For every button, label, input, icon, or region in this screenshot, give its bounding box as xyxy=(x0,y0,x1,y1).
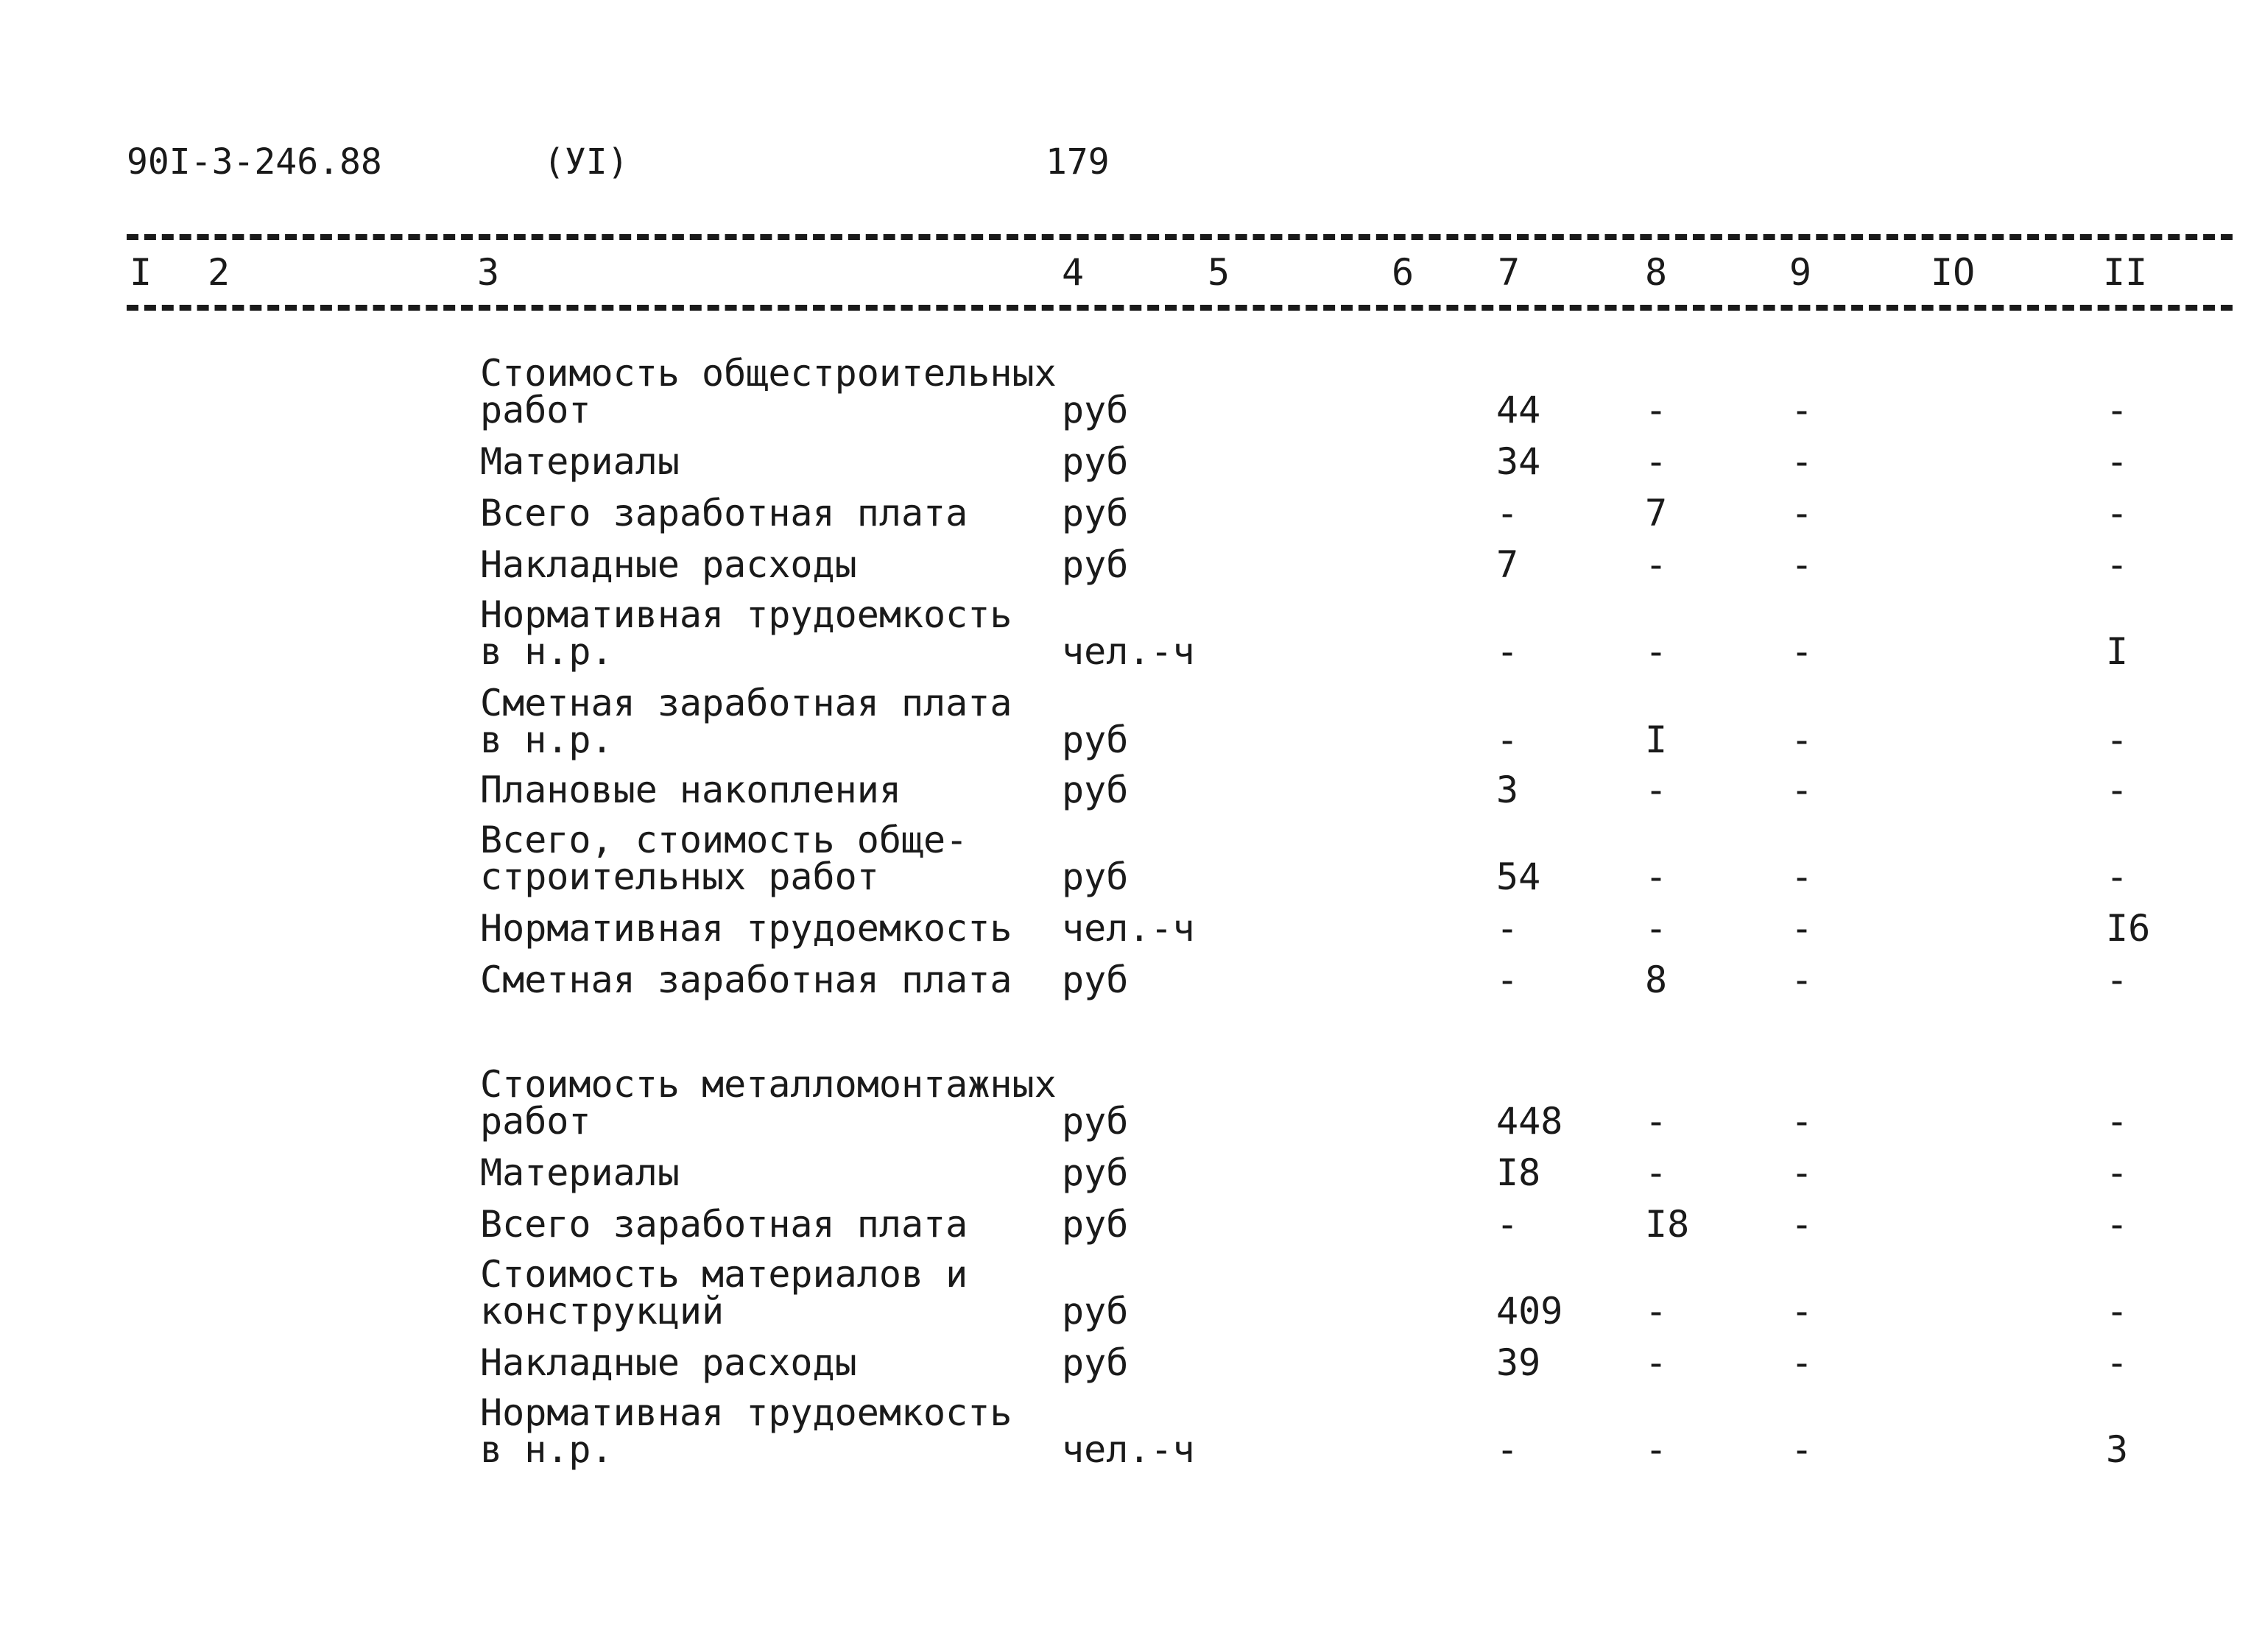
row-description: Стоимость общестроительных работ xyxy=(480,352,1057,431)
row-col11-value: - xyxy=(2106,1100,2129,1143)
row-col8-value: - xyxy=(1645,1100,1668,1143)
row-description: Сметная заработная плата в н.р. xyxy=(480,682,1012,761)
column-header: 9 xyxy=(1789,251,1812,294)
row-unit: чел.-ч xyxy=(1062,630,1195,673)
row-col8-value: I8 xyxy=(1645,1203,1690,1246)
row-unit: руб xyxy=(1062,719,1129,761)
row-col7-value: - xyxy=(1496,959,1519,1001)
column-header: 7 xyxy=(1498,251,1521,294)
row-description: Стоимость металломонтажных работ xyxy=(480,1063,1057,1143)
row-unit: руб xyxy=(1062,543,1129,586)
row-unit: руб xyxy=(1062,1290,1129,1332)
row-unit: руб xyxy=(1062,1203,1129,1246)
row-description: Всего заработная плата xyxy=(480,1203,968,1246)
row-col8-value: - xyxy=(1645,769,1668,811)
row-col7-value: - xyxy=(1496,1203,1519,1246)
row-col9-value: - xyxy=(1791,440,1814,483)
section-marker: (УI) xyxy=(543,141,629,183)
row-description: Стоимость материалов и конструкций xyxy=(480,1253,968,1332)
row-col8-value: I xyxy=(1645,719,1668,761)
column-header: I xyxy=(130,251,152,294)
row-col7-value: 409 xyxy=(1496,1290,1563,1332)
row-col7-value: - xyxy=(1496,1428,1519,1471)
row-col8-value: - xyxy=(1645,440,1668,483)
row-col9-value: - xyxy=(1791,492,1814,534)
row-col9-value: - xyxy=(1791,959,1814,1001)
row-col9-value: - xyxy=(1791,1151,1814,1194)
column-header: 8 xyxy=(1645,251,1668,294)
row-description: Материалы xyxy=(480,1151,680,1194)
row-col9-value: - xyxy=(1791,1428,1814,1471)
row-col7-value: I8 xyxy=(1496,1151,1541,1194)
row-col11-value: - xyxy=(2106,719,2129,761)
row-col8-value: - xyxy=(1645,1290,1668,1332)
row-col9-value: - xyxy=(1791,630,1814,673)
row-col8-value: - xyxy=(1645,1151,1668,1194)
row-col11-value: - xyxy=(2106,389,2129,431)
row-description: Нормативная трудоемкость xyxy=(480,907,1012,950)
row-col8-value: - xyxy=(1645,855,1668,898)
row-col11-value: - xyxy=(2106,1290,2129,1332)
row-col9-value: - xyxy=(1791,1290,1814,1332)
document-code: 90I-3-246.88 xyxy=(127,141,382,183)
row-unit: руб xyxy=(1062,389,1129,431)
row-col9-value: - xyxy=(1791,543,1814,586)
row-col9-value: - xyxy=(1791,1203,1814,1246)
row-col7-value: - xyxy=(1496,719,1519,761)
column-header: IO xyxy=(1931,251,1976,294)
row-col11-value: 3 xyxy=(2106,1428,2129,1471)
column-header: 5 xyxy=(1208,251,1230,294)
column-header: 2 xyxy=(208,251,230,294)
row-col9-value: - xyxy=(1791,907,1814,950)
row-unit: чел.-ч xyxy=(1062,1428,1195,1471)
row-col9-value: - xyxy=(1791,855,1814,898)
row-unit: руб xyxy=(1062,1151,1129,1194)
row-unit: руб xyxy=(1062,440,1129,483)
row-description: Сметная заработная плата xyxy=(480,959,1012,1001)
row-description: Материалы xyxy=(480,440,680,483)
row-col11-value: - xyxy=(2106,1151,2129,1194)
row-unit: руб xyxy=(1062,1341,1129,1384)
row-col9-value: - xyxy=(1791,389,1814,431)
row-unit: руб xyxy=(1062,1100,1129,1143)
row-col7-value: 7 xyxy=(1496,543,1519,586)
row-col11-value: - xyxy=(2106,769,2129,811)
row-col11-value: - xyxy=(2106,855,2129,898)
row-description: Всего, стоимость обще- строительных работ xyxy=(480,819,968,898)
column-header: 3 xyxy=(477,251,500,294)
row-description: Нормативная трудоемкость в н.р. xyxy=(480,593,1012,673)
row-description: Всего заработная плата xyxy=(480,492,968,534)
row-col7-value: 448 xyxy=(1496,1100,1563,1143)
row-col7-value: - xyxy=(1496,630,1519,673)
row-unit: руб xyxy=(1062,959,1129,1001)
row-col11-value: - xyxy=(2106,492,2129,534)
row-description: Накладные расходы xyxy=(480,1341,857,1384)
row-col7-value: - xyxy=(1496,907,1519,950)
row-col11-value: - xyxy=(2106,440,2129,483)
row-col11-value: - xyxy=(2106,543,2129,586)
column-header: 4 xyxy=(1062,251,1085,294)
row-col8-value: 7 xyxy=(1645,492,1668,534)
row-unit: руб xyxy=(1062,492,1129,534)
row-col9-value: - xyxy=(1791,719,1814,761)
row-col7-value: 39 xyxy=(1496,1341,1541,1384)
row-description: Нормативная трудоемкость в н.р. xyxy=(480,1391,1012,1471)
row-col8-value: - xyxy=(1645,630,1668,673)
row-unit: руб xyxy=(1062,769,1129,811)
row-col7-value: 34 xyxy=(1496,440,1541,483)
row-col9-value: - xyxy=(1791,769,1814,811)
row-unit: руб xyxy=(1062,855,1129,898)
row-col9-value: - xyxy=(1791,1341,1814,1384)
row-col8-value: - xyxy=(1645,543,1668,586)
table-header-bottom-dashed-rule xyxy=(127,305,2233,311)
row-col9-value: - xyxy=(1791,1100,1814,1143)
row-description: Накладные расходы xyxy=(480,543,857,586)
row-col8-value: 8 xyxy=(1645,959,1668,1001)
row-col7-value: - xyxy=(1496,492,1519,534)
row-col11-value: - xyxy=(2106,959,2129,1001)
row-col11-value: - xyxy=(2106,1203,2129,1246)
row-col7-value: 3 xyxy=(1496,769,1519,811)
row-description: Плановые накопления xyxy=(480,769,901,811)
row-col8-value: - xyxy=(1645,1341,1668,1384)
table-top-dashed-rule xyxy=(127,234,2233,240)
page-number: 179 xyxy=(1046,141,1110,183)
column-header: 6 xyxy=(1392,251,1414,294)
row-col7-value: 44 xyxy=(1496,389,1541,431)
row-col8-value: - xyxy=(1645,907,1668,950)
row-col8-value: - xyxy=(1645,1428,1668,1471)
row-col11-value: I xyxy=(2106,630,2129,673)
row-col11-value: I6 xyxy=(2106,907,2151,950)
row-col7-value: 54 xyxy=(1496,855,1541,898)
column-header: II xyxy=(2103,251,2148,294)
row-col11-value: - xyxy=(2106,1341,2129,1384)
row-unit: чел.-ч xyxy=(1062,907,1195,950)
row-col8-value: - xyxy=(1645,389,1668,431)
